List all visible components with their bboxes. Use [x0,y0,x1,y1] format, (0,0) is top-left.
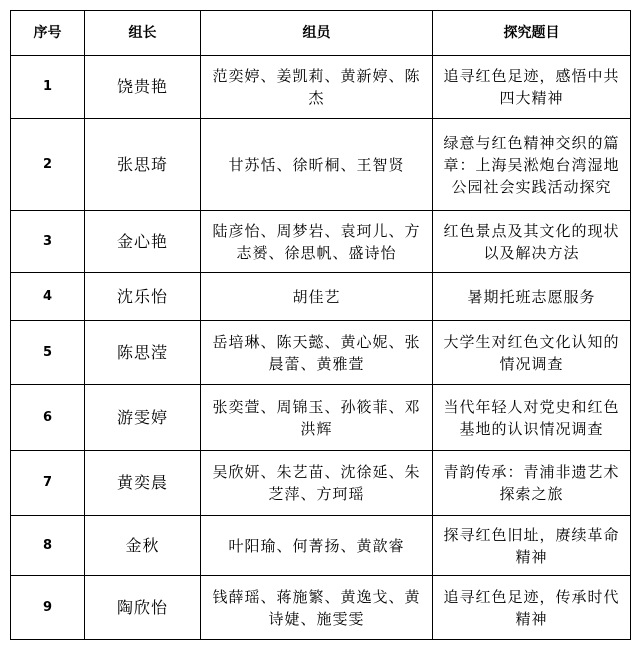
row-index: 2 [11,119,85,211]
row-index: 8 [11,516,85,576]
row-index: 7 [11,451,85,516]
row-index: 4 [11,273,85,321]
table-row [11,119,631,211]
row-index: 3 [11,211,85,273]
row-topic: 红色景点及其文化的现状以及解决方法 [433,211,631,273]
table-row [11,516,631,576]
row-leader: 金心艳 [85,211,201,273]
row-members: 钱薛瑶、蒋施繁、黄逸戈、黄诗婕、施雯雯 [201,576,433,640]
row-leader: 陈思滢 [85,321,201,385]
row-index: 1 [11,56,85,119]
header-index: 序号 [11,11,85,56]
table-row [11,576,631,640]
row-leader: 张思琦 [85,119,201,211]
row-index: 5 [11,321,85,385]
row-topic: 当代年轻人对党史和红色基地的认识情况调查 [433,385,631,451]
header-members: 组员 [201,11,433,56]
table-row [11,273,631,321]
table-row [11,321,631,385]
row-topic: 追寻红色足迹，传承时代精神 [433,576,631,640]
row-topic: 绿意与红色精神交织的篇章：上海吴淞炮台湾湿地公园社会实践活动探究 [433,119,631,211]
row-members: 范奕婷、姜凯莉、黄新婷、陈杰 [201,56,433,119]
row-members: 张奕萱、周锦玉、孙筱菲、邓洪辉 [201,385,433,451]
row-members: 吴欣妍、朱艺苗、沈徐延、朱芝萍、方珂瑶 [201,451,433,516]
row-leader: 陶欣怡 [85,576,201,640]
table-row [11,451,631,516]
group-table [10,10,631,640]
row-leader: 金秋 [85,516,201,576]
header-row [11,11,631,56]
row-members: 胡佳艺 [201,273,433,321]
row-leader: 沈乐怡 [85,273,201,321]
row-members: 叶阳瑜、何菁扬、黄歆睿 [201,516,433,576]
table-row [11,211,631,273]
row-members: 陆彦怡、周梦岩、袁珂儿、方志赟、徐思帆、盛诗怡 [201,211,433,273]
row-topic: 暑期托班志愿服务 [433,273,631,321]
header-leader: 组长 [85,11,201,56]
row-topic: 大学生对红色文化认知的情况调查 [433,321,631,385]
row-index: 6 [11,385,85,451]
row-topic: 青韵传承：青浦非遗艺术探索之旅 [433,451,631,516]
row-topic: 追寻红色足迹，感悟中共四大精神 [433,56,631,119]
row-topic: 探寻红色旧址，赓续革命精神 [433,516,631,576]
row-members: 岳培琳、陈天懿、黄心妮、张晨蕾、黄雅萱 [201,321,433,385]
table-row [11,56,631,119]
row-leader: 游雯婷 [85,385,201,451]
row-members: 甘苏恬、徐昕桐、王智贤 [201,119,433,211]
table-row [11,385,631,451]
header-topic: 探究题目 [433,11,631,56]
row-leader: 黄奕晨 [85,451,201,516]
row-index: 9 [11,576,85,640]
row-leader: 饶贵艳 [85,56,201,119]
